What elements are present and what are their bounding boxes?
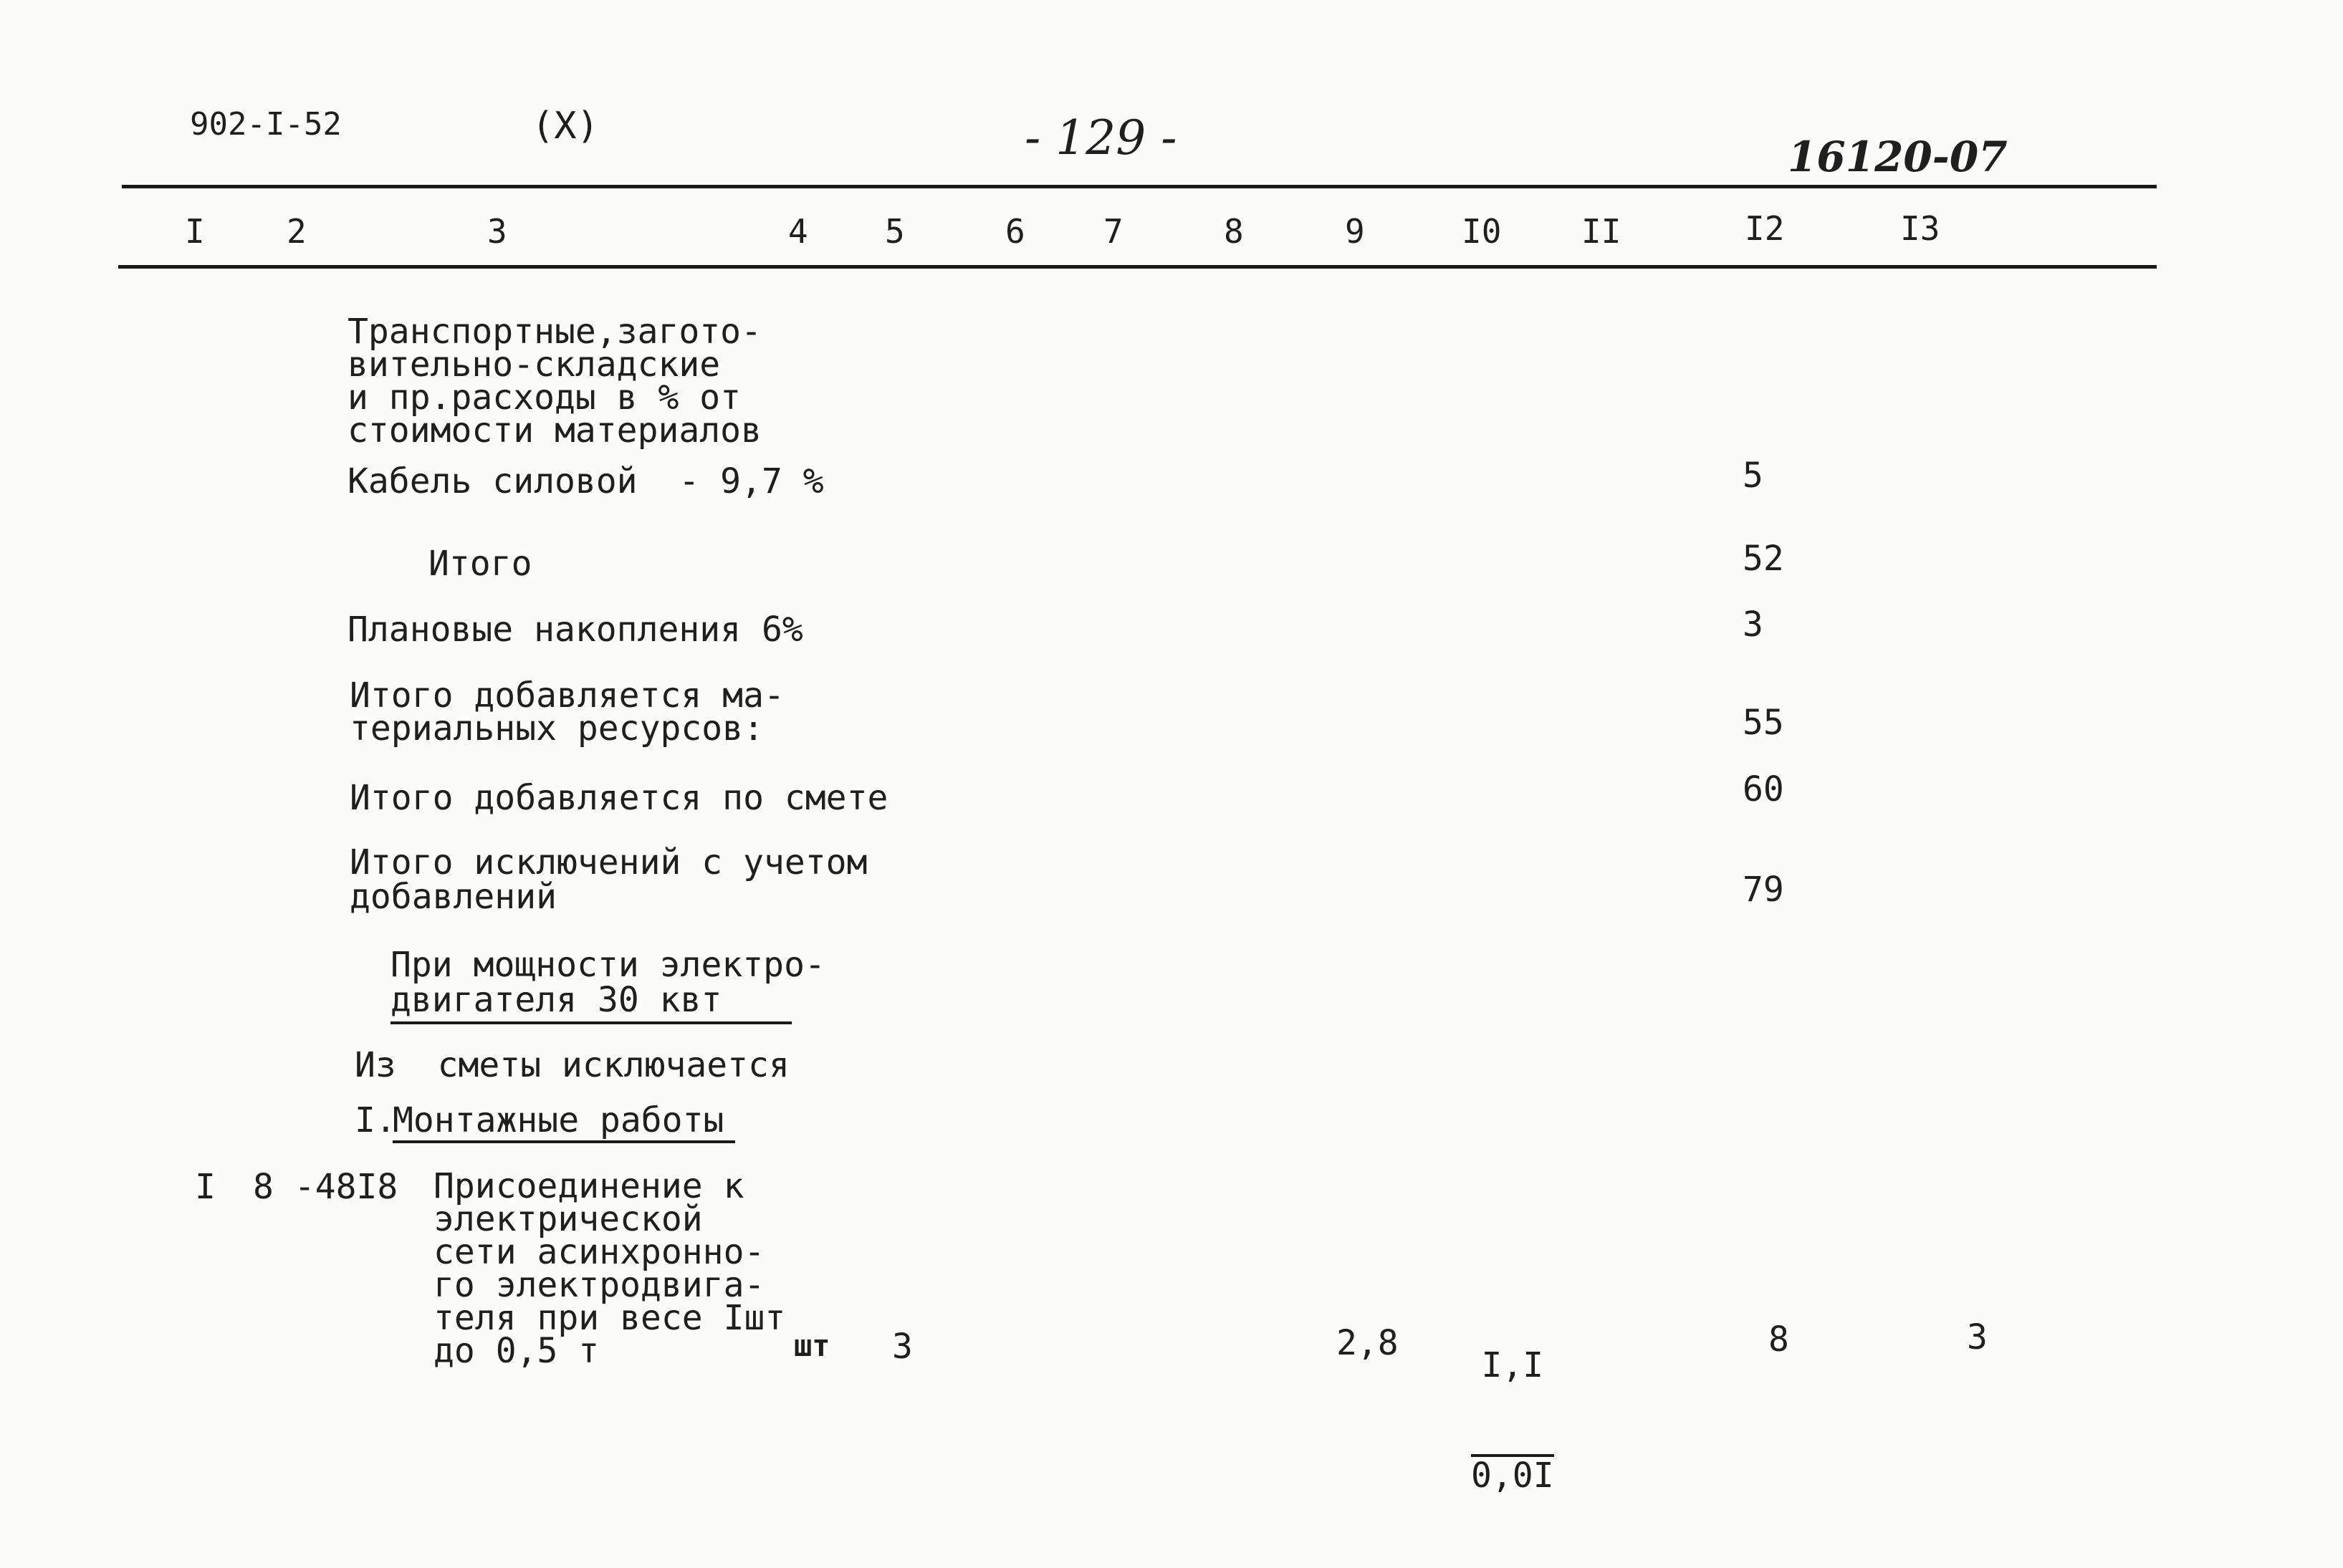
col-header: 5 [885,212,905,251]
power-line1: При мощности электро- [390,945,825,985]
col-header: 9 [1345,212,1365,251]
exclusions-col12: 79 [1743,870,1784,910]
added-materials-text: Итого добавляется ма- териальных ресурсов: [350,675,785,749]
cable-text: Кабель силовой - 9,7 % [348,461,824,501]
col-header: 2 [287,212,307,251]
added-materials-col12: 55 [1743,703,1784,743]
col-header: 4 [788,212,808,251]
page-number: - 129 - [1025,110,1177,165]
col-header: I0 [1462,212,1502,251]
col-header: I2 [1745,209,1785,248]
col-header: 7 [1103,212,1123,251]
col-header: 8 [1224,212,1244,251]
doc-code: 902-I-52 [190,106,342,143]
col-header: 6 [1005,212,1025,251]
excluded-text: Из сметы исключается [355,1045,790,1085]
item-col1: I [195,1167,216,1207]
item-col10-fraction [1471,1279,1554,1562]
top-rule [122,185,2157,188]
item-col12: 8 [1768,1319,1789,1360]
transport-costs-text: Транспортные,загото- вительно-складские и пр.расходы в % от стоимости материалов [348,312,762,451]
section-marker: (X) [532,105,599,148]
item-qty: 3 [892,1327,913,1367]
item-col10-bottom: 0,0I [1471,1456,1554,1496]
section-number: I. [355,1100,396,1140]
itogo-col12: 52 [1743,539,1784,579]
item-col10-top: I,I [1481,1345,1544,1385]
item-col9: 2,8 [1336,1323,1399,1363]
cable-col12: 5 [1743,456,1763,496]
item-col13: 3 [1967,1317,1988,1357]
item-description: Присоединение к электрической сети асинхронно- го электродвига- теля при весе Iшт до 0,5 т [433,1166,786,1371]
col-header: 3 [487,212,507,251]
sheet-reference: 16120-07 [1788,133,2008,181]
item-unit: шт [794,1328,830,1363]
col-header: II [1581,212,1621,251]
exclusions-text: Итого исключений с учетом добавлений [350,842,868,917]
item-code: 8 -48I8 [253,1167,398,1207]
col-header: I3 [1900,209,1940,248]
planned-col12: 3 [1743,605,1763,645]
section-title: Монтажные работы [393,1103,735,1143]
added-estimate-col12: 60 [1743,769,1784,809]
added-estimate-text: Итого добавляется по смете [350,778,888,818]
header-rule [118,265,2157,269]
power-line2: двигателя 30 квт [390,983,792,1024]
itogo-text: Итого [428,544,532,584]
planned-text: Плановые накопления 6% [348,610,803,650]
col-header: I [185,212,205,251]
